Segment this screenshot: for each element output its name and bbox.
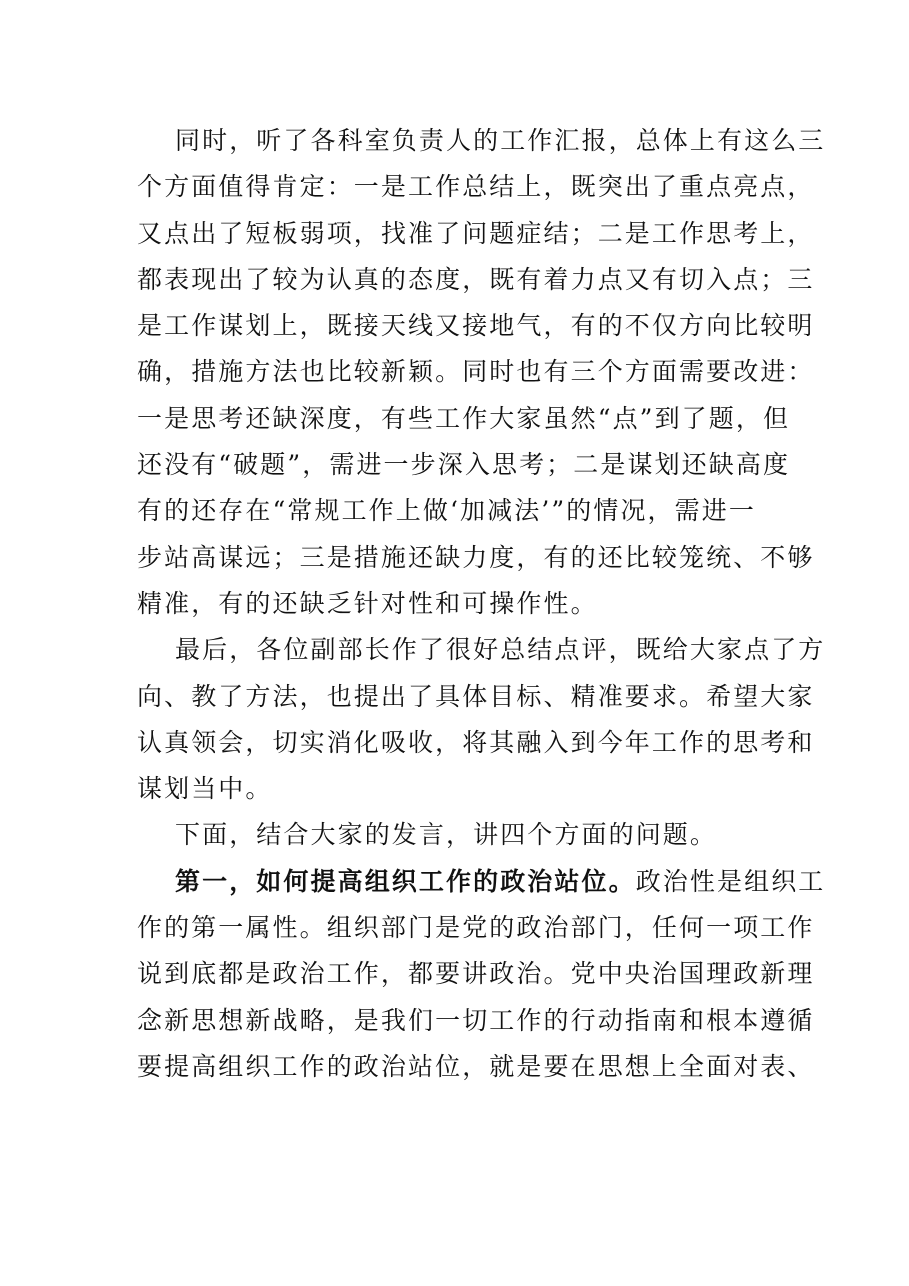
paragraph-line: 同时，听了各科室负责人的工作汇报，总体上有这么三 <box>175 126 826 155</box>
section-text: 政治性是组织工 <box>635 866 826 896</box>
paragraph-line: 要提高组织工作的政治站位，就是要在思想上全面对表、 <box>137 1051 815 1081</box>
paragraph-line: 下面，结合大家的发言，讲四个方面的问题。 <box>175 820 718 850</box>
paragraph-line: 是工作谋划上，既接天线又接地气，有的不仅方向比较明 <box>137 311 815 341</box>
paragraph-line: 又点出了短板弱项，找准了问题症结；二是工作思考上， <box>137 218 815 248</box>
paragraph-line: 认真领会，切实消化吸收，将其融入到今年工作的思考和 <box>137 727 815 757</box>
paragraph-line: 个方面值得肯定：一是工作总结上，既突出了重点亮点， <box>137 172 815 202</box>
paragraph-line: 说到底都是政治工作，都要讲政治。党中央治国理政新理 <box>137 959 815 989</box>
paragraph-line: 谋划当中。 <box>137 774 273 804</box>
paragraph-line: 步站高谋远；三是措施还缺力度，有的还比较笼统、不够 <box>137 542 815 572</box>
paragraph-line: 确，措施方法也比较新颖。同时也有三个方面需要改进： <box>137 357 815 387</box>
section-line <box>137 859 826 905</box>
paragraph-line: 都表现出了较为认真的态度，既有着力点又有切入点；三 <box>137 264 815 294</box>
section-heading: 第一，如何提高组织工作的政治站位。 <box>175 866 636 896</box>
paragraph-line: 念新思想新战略，是我们一切工作的行动指南和根本遵循 <box>137 1005 815 1035</box>
paragraph-line: 作的第一属性。组织部门是党的政治部门，任何一项工作 <box>137 913 815 943</box>
paragraph-line: 一是思考还缺深度，有些工作大家虽然“点”到了题，但 <box>137 403 791 433</box>
paragraph-line: 有的还存在“常规工作上做‘加减法’”的情况，需进一 <box>137 496 756 526</box>
paragraph-line: 还没有“破题”，需进一步深入思考；二是谋划还缺高度 <box>137 450 791 480</box>
paragraph-line: 精准，有的还缺乏针对性和可操作性。 <box>137 588 598 618</box>
paragraph-line: 向、教了方法，也提出了具体目标、精准要求。希望大家 <box>137 681 815 711</box>
document-body <box>137 118 826 1090</box>
paragraph-line: 最后，各位副部长作了很好总结点评，既给大家点了方 <box>175 635 826 665</box>
